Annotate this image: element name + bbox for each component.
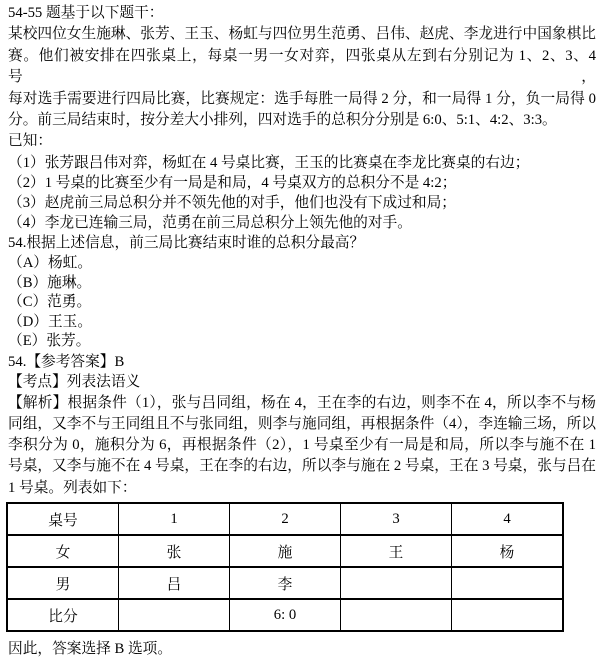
known-label: 已知： [8,133,53,150]
conditions-list [8,153,596,233]
condition-item-3: （3）赵虎前三局总积分并不领先他的对手，他们也没有下成过和局； [8,194,456,211]
analysis-line: 号桌，又李与施不在 4 号桌，王在李的右边，所以李与施在 2 号桌，王在 3 号桌，张与吕在 [8,458,596,475]
option-e: （E）张芳。 [8,333,91,350]
question-stem [8,24,600,131]
answer-section [8,352,596,393]
analysis-section [8,393,596,499]
stem-line: 某校四位女生施琳、张芳、王玉、杨虹与四位男生范勇、吕伟、赵虎、李龙进行中国象棋比 [8,26,596,43]
condition-item-2: （2）1 号桌的比赛至少有一局是和局，4 号桌双方的总积分不是 4:2； [8,174,457,191]
question-54: 54.根据上述信息，前三局比赛结束时谁的总积分最高？ [8,234,365,251]
table-cell: 4 [451,503,563,535]
analysis-line: 李积分为 0，施积分为 6，再根据条件（2），1 号桌至少有一局是和局，所以李与施不在 1 [8,437,596,454]
option-b: （B）施琳。 [8,274,92,291]
condition-item-4: （4）李龙已连输三局，范勇在前三局总积分上领先他的对手。 [8,214,412,231]
table-cell: 1 [118,503,229,535]
results-table [6,502,564,632]
table-cell: 6: 0 [229,599,340,631]
table-cell: 3 [340,503,451,535]
table-cell: 施 [229,535,340,567]
stem-line: 每对选手需要进行四局比赛，比赛规定：选手每胜一局得 2 分，和一局得 1 分，负一局得 0 [8,90,596,107]
condition-item-1: （1）张芳跟吕伟对弈，杨虹在 4 号桌比赛，王玉的比赛桌在李龙比赛桌的右边； [8,154,530,171]
question-group-title: 54-55 题基于以下题干： [8,5,164,21]
option-d: （D）王玉。 [8,313,93,330]
analysis-line: 【解析】根据条件（1），张与吕同组，杨在 4，王在李的右边，则李不在 4，所以李不与杨 [8,394,596,411]
table-cell: 王 [340,535,451,567]
table-cell [340,599,451,631]
table-cell [451,567,563,599]
table-row-female [7,535,563,567]
table-cell [451,599,563,631]
table-cell: 2 [229,503,340,535]
stem-line: 分。前三局结束时，按分差大小排列，四对选手的总积分分别是 6:0、5:1、4:2、3:3。 [8,112,557,129]
option-a: （A）杨虹。 [8,255,93,272]
analysis-line: 同组，又李不与王同组且不与张同组，则李与施同组，再根据条件（4），李连输三场，所以 [8,415,596,432]
analysis-line: 1 号桌。列表如下： [8,479,137,496]
table-cell: 张 [118,535,229,567]
table-row-desk-number [7,503,563,535]
table-cell: 女 [7,535,118,567]
table-cell [118,599,229,631]
table-cell: 比分 [7,599,118,631]
table-row-male [7,567,563,599]
table-cell: 吕 [118,567,229,599]
exam-point-line: 【考点】列表法语义 [8,374,141,391]
table-cell: 桌号 [7,503,118,535]
option-c: （C）范勇。 [8,294,92,311]
table-row-score [7,599,563,631]
table-cell: 男 [7,567,118,599]
table-cell: 李 [229,567,340,599]
options-list [8,254,596,352]
reference-answer-line: 54.【参考答案】B [8,353,125,370]
stem-line: 赛。他们被安排在四张桌上，每桌一男一女对弈，四张桌从左到右分别记为 1、2、3、4 号， [8,47,600,86]
table-cell [340,567,451,599]
conclusion-line: 因此，答案选择 B 选项。 [8,641,173,658]
table-cell: 杨 [451,535,563,567]
